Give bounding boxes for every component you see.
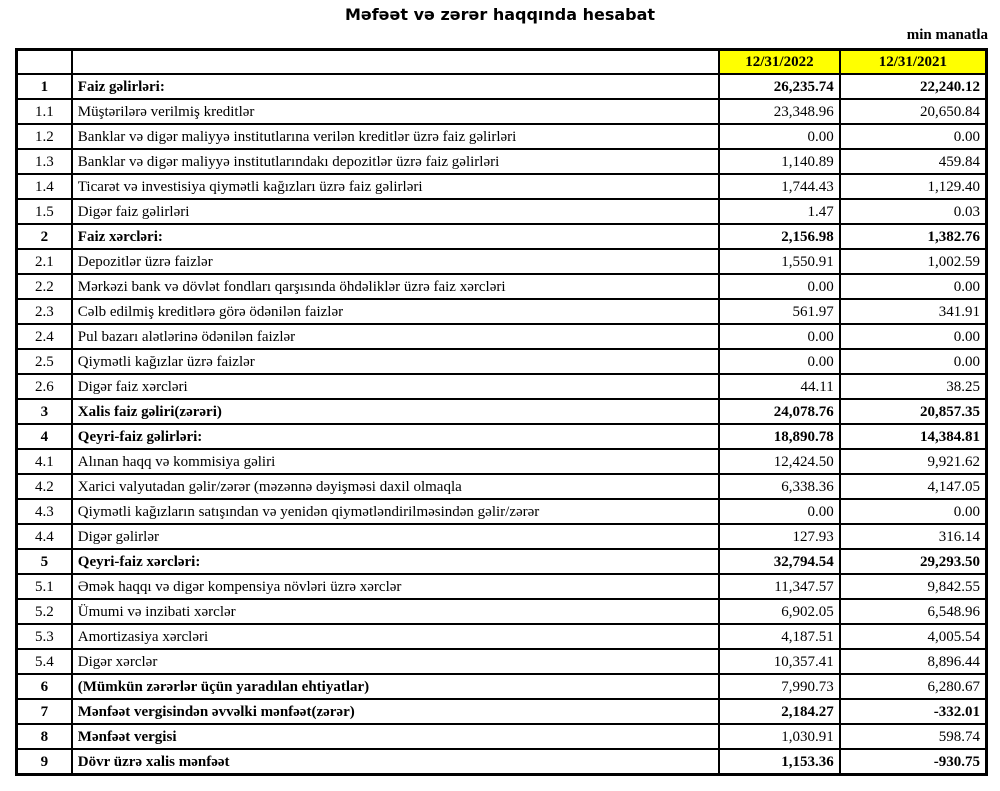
row-number-cell: 7 bbox=[17, 699, 72, 724]
value-2022-cell: 1.47 bbox=[719, 199, 840, 224]
value-2022-cell: 7,990.73 bbox=[719, 674, 840, 699]
row-number-cell: 2.1 bbox=[17, 249, 72, 274]
table-row bbox=[17, 199, 987, 224]
row-label-cell: Faiz xərcləri: bbox=[72, 224, 719, 249]
value-2022-cell: 6,902.05 bbox=[719, 599, 840, 624]
row-label-cell: Müştərilərə verilmiş kreditlər bbox=[72, 99, 719, 124]
row-number-cell: 5.3 bbox=[17, 624, 72, 649]
value-2021-cell: 598.74 bbox=[840, 724, 987, 749]
value-2022-cell: 127.93 bbox=[719, 524, 840, 549]
row-label-cell: Qeyri-faiz xərcləri: bbox=[72, 549, 719, 574]
value-2021-cell: 316.14 bbox=[840, 524, 987, 549]
unit-note: min manatla bbox=[906, 27, 988, 43]
value-2021-cell: 1,129.40 bbox=[840, 174, 987, 199]
header-no-cell bbox=[17, 50, 72, 75]
row-number-cell: 4 bbox=[17, 424, 72, 449]
row-label-cell: (Mümkün zərərlər üçün yaradılan ehtiyatlar) bbox=[72, 674, 719, 699]
table-row bbox=[17, 249, 987, 274]
value-2021-cell: 20,650.84 bbox=[840, 99, 987, 124]
value-2021-cell: 1,002.59 bbox=[840, 249, 987, 274]
value-2021-cell: 0.00 bbox=[840, 324, 987, 349]
value-2021-cell: 341.91 bbox=[840, 299, 987, 324]
row-label-cell: Banklar və digər maliyyə institutlarına verilən kreditlər üzrə faiz gəlirləri bbox=[72, 124, 719, 149]
table-row bbox=[17, 349, 987, 374]
row-label-cell: Xalis faiz gəliri(zərəri) bbox=[72, 399, 719, 424]
row-label-cell: Qiymətli kağızlar üzrə faizlər bbox=[72, 349, 719, 374]
value-2021-cell: 459.84 bbox=[840, 149, 987, 174]
row-label-cell: Depozitlər üzrə faizlər bbox=[72, 249, 719, 274]
row-number-cell: 5.4 bbox=[17, 649, 72, 674]
row-label-cell: Digər faiz gəlirləri bbox=[72, 199, 719, 224]
table-row bbox=[17, 749, 987, 775]
table-row bbox=[17, 74, 987, 99]
row-number-cell: 6 bbox=[17, 674, 72, 699]
value-2022-cell: 24,078.76 bbox=[719, 399, 840, 424]
row-number-cell: 3 bbox=[17, 399, 72, 424]
value-2021-cell: 6,280.67 bbox=[840, 674, 987, 699]
value-2022-cell: 0.00 bbox=[719, 274, 840, 299]
value-2021-cell: 9,842.55 bbox=[840, 574, 987, 599]
row-number-cell: 4.3 bbox=[17, 499, 72, 524]
row-number-cell: 2.6 bbox=[17, 374, 72, 399]
row-number-cell: 5 bbox=[17, 549, 72, 574]
profit-loss-table bbox=[15, 48, 988, 776]
value-2022-cell: 0.00 bbox=[719, 349, 840, 374]
value-2021-cell: 4,005.54 bbox=[840, 624, 987, 649]
value-2021-cell: 8,896.44 bbox=[840, 649, 987, 674]
row-number-cell: 2.4 bbox=[17, 324, 72, 349]
table-row bbox=[17, 299, 987, 324]
row-number-cell: 5.2 bbox=[17, 599, 72, 624]
value-2022-cell: 2,184.27 bbox=[719, 699, 840, 724]
row-label-cell: Alınan haqq və kommisiya gəliri bbox=[72, 449, 719, 474]
table-row bbox=[17, 524, 987, 549]
header-date-2021: 12/31/2021 bbox=[840, 50, 987, 75]
row-label-cell: Ümumi və inzibati xərclər bbox=[72, 599, 719, 624]
row-label-cell: Banklar və digər maliyyə institutlarındakı depozitlər üzrə faiz gəlirləri bbox=[72, 149, 719, 174]
value-2021-cell: 22,240.12 bbox=[840, 74, 987, 99]
row-label-cell: Pul bazarı alətlərinə ödənilən faizlər bbox=[72, 324, 719, 349]
table-row bbox=[17, 174, 987, 199]
value-2022-cell: 0.00 bbox=[719, 124, 840, 149]
value-2022-cell: 1,030.91 bbox=[719, 724, 840, 749]
row-label-cell: Mənfəət vergisindən əvvəlki mənfəət(zərər) bbox=[72, 699, 719, 724]
row-number-cell: 9 bbox=[17, 749, 72, 775]
row-label-cell: Ticarət və investisiya qiymətli kağızları üzrə faiz gəlirləri bbox=[72, 174, 719, 199]
value-2021-cell: 0.00 bbox=[840, 124, 987, 149]
table-row bbox=[17, 99, 987, 124]
value-2021-cell: 29,293.50 bbox=[840, 549, 987, 574]
value-2022-cell: 44.11 bbox=[719, 374, 840, 399]
row-label-cell: Mənfəət vergisi bbox=[72, 724, 719, 749]
value-2022-cell: 26,235.74 bbox=[719, 74, 840, 99]
header-label-cell bbox=[72, 50, 719, 75]
table-row bbox=[17, 374, 987, 399]
table-row bbox=[17, 599, 987, 624]
row-number-cell: 4.4 bbox=[17, 524, 72, 549]
table-row bbox=[17, 674, 987, 699]
table-row bbox=[17, 724, 987, 749]
table-row bbox=[17, 649, 987, 674]
value-2021-cell: -332.01 bbox=[840, 699, 987, 724]
value-2022-cell: 0.00 bbox=[719, 324, 840, 349]
value-2022-cell: 32,794.54 bbox=[719, 549, 840, 574]
page-title: Məfəət və zərər haqqında hesabat bbox=[344, 5, 656, 24]
row-number-cell: 5.1 bbox=[17, 574, 72, 599]
value-2021-cell: 0.03 bbox=[840, 199, 987, 224]
row-label-cell: Amortizasiya xərcləri bbox=[72, 624, 719, 649]
row-label-cell: Digər gəlirlər bbox=[72, 524, 719, 549]
row-label-cell: Faiz gəlirləri: bbox=[72, 74, 719, 99]
value-2021-cell: 1,382.76 bbox=[840, 224, 987, 249]
table-row bbox=[17, 424, 987, 449]
value-2022-cell: 1,550.91 bbox=[719, 249, 840, 274]
row-label-cell: Digər xərclər bbox=[72, 649, 719, 674]
table-row bbox=[17, 149, 987, 174]
value-2021-cell: 0.00 bbox=[840, 274, 987, 299]
value-2021-cell: 14,384.81 bbox=[840, 424, 987, 449]
row-label-cell: Xarici valyutadan gəlir/zərər (məzənnə dəyişməsi daxil olmaqla bbox=[72, 474, 719, 499]
row-label-cell: Cəlb edilmiş kreditlərə görə ödənilən faizlər bbox=[72, 299, 719, 324]
table-row bbox=[17, 499, 987, 524]
row-number-cell: 1.3 bbox=[17, 149, 72, 174]
table-row bbox=[17, 624, 987, 649]
value-2022-cell: 6,338.36 bbox=[719, 474, 840, 499]
row-label-cell: Digər faiz xərcləri bbox=[72, 374, 719, 399]
row-number-cell: 1.5 bbox=[17, 199, 72, 224]
row-number-cell: 1 bbox=[17, 74, 72, 99]
table-row bbox=[17, 124, 987, 149]
table-row bbox=[17, 399, 987, 424]
row-number-cell: 1.1 bbox=[17, 99, 72, 124]
value-2022-cell: 10,357.41 bbox=[719, 649, 840, 674]
value-2022-cell: 12,424.50 bbox=[719, 449, 840, 474]
row-label-cell: Əmək haqqı və digər kompensiya növləri üzrə xərclər bbox=[72, 574, 719, 599]
value-2022-cell: 0.00 bbox=[719, 499, 840, 524]
value-2021-cell: 38.25 bbox=[840, 374, 987, 399]
row-label-cell: Qeyri-faiz gəlirləri: bbox=[72, 424, 719, 449]
value-2022-cell: 4,187.51 bbox=[719, 624, 840, 649]
header-date-2022: 12/31/2022 bbox=[719, 50, 840, 75]
table-row bbox=[17, 699, 987, 724]
value-2021-cell: 9,921.62 bbox=[840, 449, 987, 474]
row-number-cell: 2.2 bbox=[17, 274, 72, 299]
value-2022-cell: 1,153.36 bbox=[719, 749, 840, 775]
row-number-cell: 2.3 bbox=[17, 299, 72, 324]
row-number-cell: 4.2 bbox=[17, 474, 72, 499]
row-label-cell: Qiymətli kağızların satışından və yenidən qiymətləndirilməsindən gəlir/zərər bbox=[72, 499, 719, 524]
row-number-cell: 8 bbox=[17, 724, 72, 749]
value-2021-cell: 20,857.35 bbox=[840, 399, 987, 424]
value-2022-cell: 23,348.96 bbox=[719, 99, 840, 124]
table-row bbox=[17, 574, 987, 599]
table-row bbox=[17, 324, 987, 349]
value-2021-cell: 6,548.96 bbox=[840, 599, 987, 624]
value-2021-cell: 4,147.05 bbox=[840, 474, 987, 499]
row-number-cell: 4.1 bbox=[17, 449, 72, 474]
value-2022-cell: 11,347.57 bbox=[719, 574, 840, 599]
row-number-cell: 1.2 bbox=[17, 124, 72, 149]
table-row bbox=[17, 274, 987, 299]
table-row bbox=[17, 549, 987, 574]
table-row bbox=[17, 449, 987, 474]
row-number-cell: 2.5 bbox=[17, 349, 72, 374]
table-header-row bbox=[17, 50, 987, 75]
table-row bbox=[17, 474, 987, 499]
value-2021-cell: -930.75 bbox=[840, 749, 987, 775]
value-2022-cell: 1,744.43 bbox=[719, 174, 840, 199]
value-2022-cell: 18,890.78 bbox=[719, 424, 840, 449]
row-number-cell: 1.4 bbox=[17, 174, 72, 199]
value-2022-cell: 561.97 bbox=[719, 299, 840, 324]
row-label-cell: Dövr üzrə xalis mənfəət bbox=[72, 749, 719, 775]
row-label-cell: Mərkəzi bank və dövlət fondları qarşısında öhdəliklər üzrə faiz xərcləri bbox=[72, 274, 719, 299]
value-2021-cell: 0.00 bbox=[840, 499, 987, 524]
row-number-cell: 2 bbox=[17, 224, 72, 249]
table-row bbox=[17, 224, 987, 249]
value-2022-cell: 1,140.89 bbox=[719, 149, 840, 174]
value-2022-cell: 2,156.98 bbox=[719, 224, 840, 249]
value-2021-cell: 0.00 bbox=[840, 349, 987, 374]
